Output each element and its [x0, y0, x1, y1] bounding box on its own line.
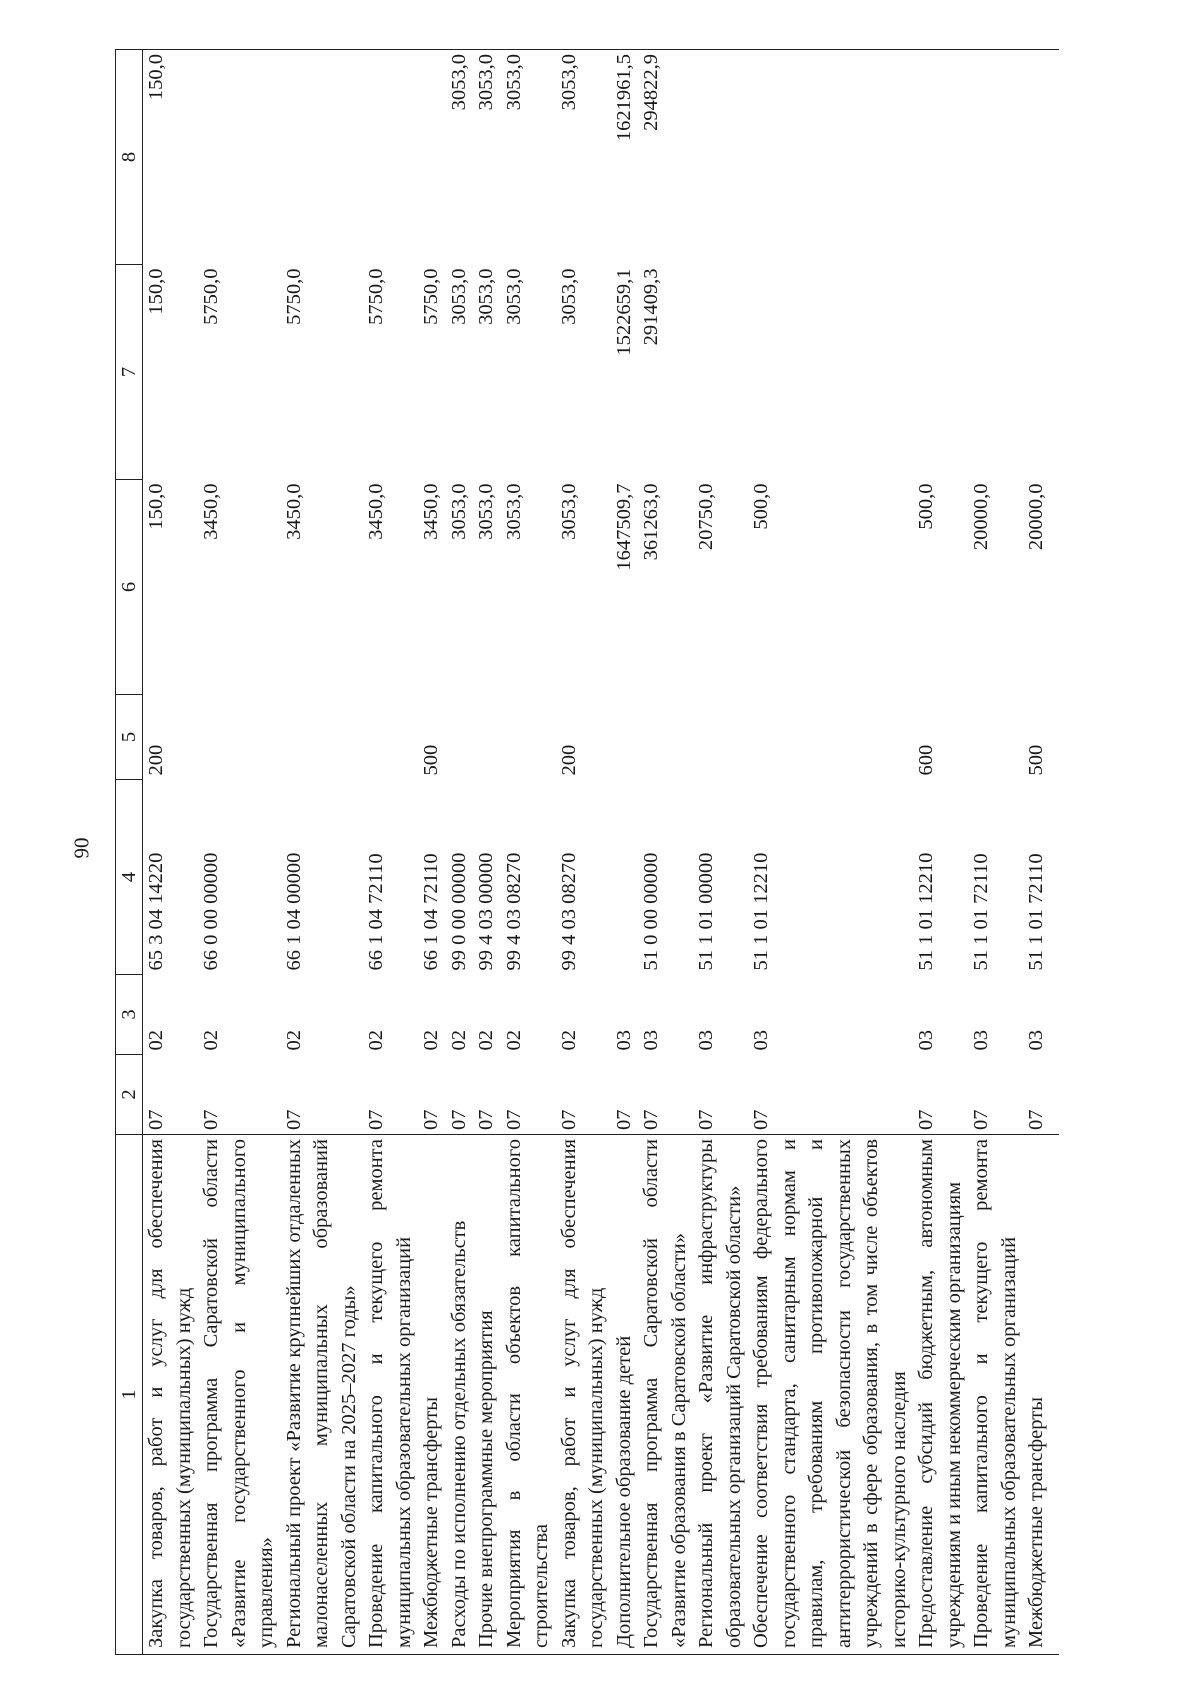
- cell-c2: 07: [502, 1109, 525, 1130]
- row-name: Обеспечение соответствия требованиям федерального государственного стандарта, санитарным нормам и правилам, требованиям противопожарной и антитеррористической безопасности государственных учреждений в сфере образования, в том числе объектов историко-культурного наследия: [750, 1139, 910, 1648]
- column-header: 2: [116, 1055, 143, 1135]
- cell-c4: 51 1 01 72110: [1025, 853, 1047, 971]
- cell-c8: [1023, 50, 1059, 265]
- row-name-cell: [638, 1135, 693, 1655]
- cell-c4: 66 1 04 00000: [282, 852, 305, 971]
- row-name-cell: [446, 1135, 474, 1655]
- table-row: [501, 50, 556, 1655]
- cell-c5: [748, 695, 913, 780]
- row-name: Расходы по исполнению отдельных обязательств: [447, 1220, 470, 1648]
- row-name-cell: [363, 1135, 418, 1655]
- cell-c4: 99 4 03 08270: [557, 852, 580, 971]
- row-name-cell: [693, 1135, 748, 1655]
- cell-c4: 99 4 03 00000: [475, 852, 497, 971]
- row-name: Закупка товаров, работ и услуг для обеспечения государственных (муниципальных) нужд: [145, 1139, 195, 1648]
- column-header: 3: [116, 975, 143, 1055]
- row-name: Закупка товаров, работ и услуг для обеспечения государственных (муниципальных) нужд: [557, 1139, 607, 1648]
- column-header: 1: [116, 1135, 143, 1655]
- table-row: [143, 50, 199, 1655]
- cell-c7: 291409,3: [640, 268, 662, 346]
- table-row: [363, 50, 418, 1655]
- cell-c6: 3053,0: [475, 483, 497, 540]
- cell-c8: [913, 50, 968, 265]
- table-row: [1023, 50, 1059, 1655]
- cell-c8: 3053,0: [446, 50, 474, 265]
- cell-c6: 3450,0: [282, 483, 305, 540]
- cell-c7: 3053,0: [447, 268, 470, 325]
- table-row: [473, 50, 501, 1655]
- cell-c7: 5750,0: [420, 268, 442, 325]
- row-name-cell: [418, 1135, 446, 1655]
- table-row: [693, 50, 748, 1655]
- cell-c6: 3053,0: [557, 483, 580, 540]
- cell-c5: [968, 695, 1023, 780]
- cell-c5: [363, 695, 418, 780]
- cell-c7: 3053,0: [475, 268, 497, 325]
- cell-c2: 07: [557, 1109, 580, 1130]
- cell-c6: 20750,0: [695, 483, 717, 551]
- cell-c4: 65 3 04 14220: [145, 852, 167, 971]
- cell-c4: 66 1 04 72110: [365, 853, 387, 971]
- cell-c7: [1023, 265, 1059, 480]
- cell-c6: 3053,0: [447, 483, 470, 540]
- row-name-cell: [913, 1135, 968, 1655]
- table-row: [968, 50, 1023, 1655]
- row-name: Проведение капитального и текущего ремонта муниципальных образовательных организаций: [970, 1139, 1020, 1648]
- cell-c2: 07: [1025, 1109, 1047, 1130]
- row-name: Мероприятия в области объектов капитального строительства: [502, 1139, 552, 1648]
- cell-c8: 1621961,5: [611, 50, 639, 265]
- cell-c8: [693, 50, 748, 265]
- cell-c8: [748, 50, 913, 265]
- column-header: 6: [116, 480, 143, 695]
- cell-c4: 51 1 01 12210: [750, 852, 772, 971]
- cell-c5: [281, 695, 364, 780]
- cell-c7: 5750,0: [200, 268, 222, 325]
- cell-c2: 07: [200, 1109, 222, 1130]
- cell-c3: 02: [145, 1030, 167, 1051]
- row-name-cell: [501, 1135, 556, 1655]
- cell-c5: [638, 695, 693, 780]
- table-row: [281, 50, 364, 1655]
- cell-c3: 02: [365, 1030, 387, 1051]
- cell-c4: 51 1 01 12210: [915, 852, 937, 971]
- cell-c8: 150,0: [143, 50, 199, 265]
- cell-c7: [913, 265, 968, 480]
- table-row: [198, 50, 281, 1655]
- cell-c4: 51 1 01 72110: [970, 853, 992, 971]
- cell-c6: 1647509,7: [612, 483, 635, 571]
- cell-c7: 150,0: [145, 268, 167, 315]
- table-row: [913, 50, 968, 1655]
- cell-c7: 5750,0: [365, 268, 387, 325]
- table-row: [418, 50, 446, 1655]
- cell-c3: 02: [475, 1030, 497, 1051]
- cell-c3: 03: [695, 1030, 717, 1051]
- table-row: [638, 50, 693, 1655]
- table-row: [748, 50, 913, 1655]
- cell-c6: 3450,0: [420, 483, 442, 540]
- cell-c8: 294822,9: [638, 50, 693, 265]
- row-name: Межбюджетные трансферты: [1025, 1397, 1047, 1648]
- row-name: Прочие внепрограммные мероприятия: [475, 1310, 497, 1648]
- cell-c8: 3053,0: [473, 50, 501, 265]
- cell-c6: 3053,0: [502, 483, 525, 540]
- column-header: 4: [116, 780, 143, 975]
- page-number: 90: [69, 837, 94, 859]
- cell-c3: 03: [970, 1030, 992, 1051]
- cell-c4: [611, 780, 639, 975]
- cell-c3: 02: [200, 1030, 222, 1051]
- cell-c5: [473, 695, 501, 780]
- cell-c8: [363, 50, 418, 265]
- cell-c2: 07: [695, 1109, 717, 1130]
- cell-c7: 3053,0: [557, 268, 580, 325]
- column-header: 5: [116, 695, 143, 780]
- cell-c6: 20000,0: [970, 483, 992, 551]
- cell-c4: 99 0 00 00000: [447, 852, 470, 971]
- cell-c8: [198, 50, 281, 265]
- budget-table: [115, 49, 1059, 1655]
- cell-c5: [611, 695, 639, 780]
- row-name: Региональный проект «Развитие инфраструктуры образовательных организаций Саратовской области»: [695, 1139, 745, 1648]
- row-name: Предоставление субсидий бюджетным, автономным учреждениям и иным некоммерческим организациям: [915, 1139, 965, 1648]
- cell-c6: 500,0: [750, 483, 772, 530]
- cell-c7: [748, 265, 913, 480]
- cell-c6: 361263,0: [640, 483, 662, 561]
- row-name-cell: [143, 1135, 199, 1655]
- row-name: Проведение капитального и текущего ремонта муниципальных образовательных организаций: [365, 1139, 415, 1648]
- cell-c7: [968, 265, 1023, 480]
- cell-c3: 03: [750, 1030, 772, 1051]
- cell-c3: 02: [502, 1030, 525, 1051]
- cell-c5: [693, 695, 748, 780]
- cell-c5: 200: [145, 744, 167, 776]
- column-header: 7: [116, 265, 143, 480]
- cell-c8: 3053,0: [556, 50, 611, 265]
- cell-c4: 99 4 03 08270: [502, 852, 525, 971]
- cell-c2: 07: [612, 1109, 635, 1130]
- cell-c5: 500: [420, 744, 442, 776]
- row-name: Региональный проект «Развитие крупнейших отдаленных малонаселенных муниципальных образований Саратовской области на 2025–2027 годы»: [282, 1139, 360, 1648]
- row-name: Межбюджетные трансферты: [420, 1397, 442, 1648]
- cell-c5: 200: [557, 744, 580, 776]
- cell-c5: [501, 695, 556, 780]
- row-name-cell: [198, 1135, 281, 1655]
- row-name-cell: [473, 1135, 501, 1655]
- row-name-cell: [1023, 1135, 1059, 1655]
- cell-c2: 07: [282, 1109, 305, 1130]
- cell-c7: 5750,0: [282, 268, 305, 325]
- row-name: Государственная программа Саратовской области «Развитие образования в Саратовской области»: [640, 1139, 690, 1648]
- cell-c3: 03: [612, 1030, 635, 1051]
- cell-c3: 03: [1025, 1030, 1047, 1051]
- table-body: [143, 50, 1059, 1655]
- row-name: Государственная программа Саратовской области «Развитие государственного и муниципального управления»: [200, 1139, 277, 1648]
- cell-c2: 07: [447, 1109, 470, 1130]
- cell-c3: 03: [915, 1030, 937, 1051]
- cell-c3: 02: [420, 1030, 442, 1051]
- row-name-cell: [611, 1135, 639, 1655]
- rotated-page-content: [115, 50, 1200, 1655]
- cell-c4: 51 1 01 00000: [695, 852, 717, 971]
- cell-c2: 07: [475, 1109, 497, 1130]
- cell-c2: 07: [915, 1109, 937, 1130]
- cell-c8: [968, 50, 1023, 265]
- row-name-cell: [281, 1135, 364, 1655]
- cell-c6: 500,0: [915, 483, 937, 530]
- table-row: [556, 50, 611, 1655]
- cell-c4: 51 0 00 00000: [640, 852, 662, 971]
- cell-c2: 07: [420, 1109, 442, 1130]
- cell-c3: 02: [557, 1030, 580, 1051]
- cell-c8: 3053,0: [501, 50, 556, 265]
- cell-c7: [693, 265, 748, 480]
- cell-c7: 1522659,1: [612, 268, 635, 356]
- cell-c2: 07: [750, 1109, 772, 1130]
- cell-c8: [418, 50, 446, 265]
- cell-c5: 500: [1025, 744, 1047, 776]
- cell-c4: 66 1 04 72110: [420, 853, 442, 971]
- cell-c5: [198, 695, 281, 780]
- cell-c3: 03: [640, 1030, 662, 1051]
- column-header: 8: [116, 50, 143, 265]
- cell-c6: 3450,0: [365, 483, 387, 540]
- cell-c2: 07: [640, 1109, 662, 1130]
- row-name-cell: [556, 1135, 611, 1655]
- table-row: [446, 50, 474, 1655]
- cell-c2: 07: [970, 1109, 992, 1130]
- table-row: [611, 50, 639, 1655]
- cell-c2: 07: [145, 1109, 167, 1130]
- row-name-cell: [968, 1135, 1023, 1655]
- cell-c5: [446, 695, 474, 780]
- cell-c2: 07: [365, 1109, 387, 1130]
- cell-c3: 02: [447, 1030, 470, 1051]
- row-name: Дополнительное образование детей: [612, 1335, 635, 1648]
- cell-c6: 20000,0: [1025, 483, 1047, 551]
- cell-c7: 3053,0: [502, 268, 525, 325]
- row-name-cell: [748, 1135, 913, 1655]
- cell-c8: [281, 50, 364, 265]
- cell-c6: 3450,0: [200, 483, 222, 540]
- cell-c5: 600: [915, 744, 937, 776]
- table-header-row: [116, 50, 143, 1655]
- cell-c6: 150,0: [145, 483, 167, 530]
- cell-c3: 02: [282, 1030, 305, 1051]
- cell-c4: 66 0 00 00000: [200, 852, 222, 971]
